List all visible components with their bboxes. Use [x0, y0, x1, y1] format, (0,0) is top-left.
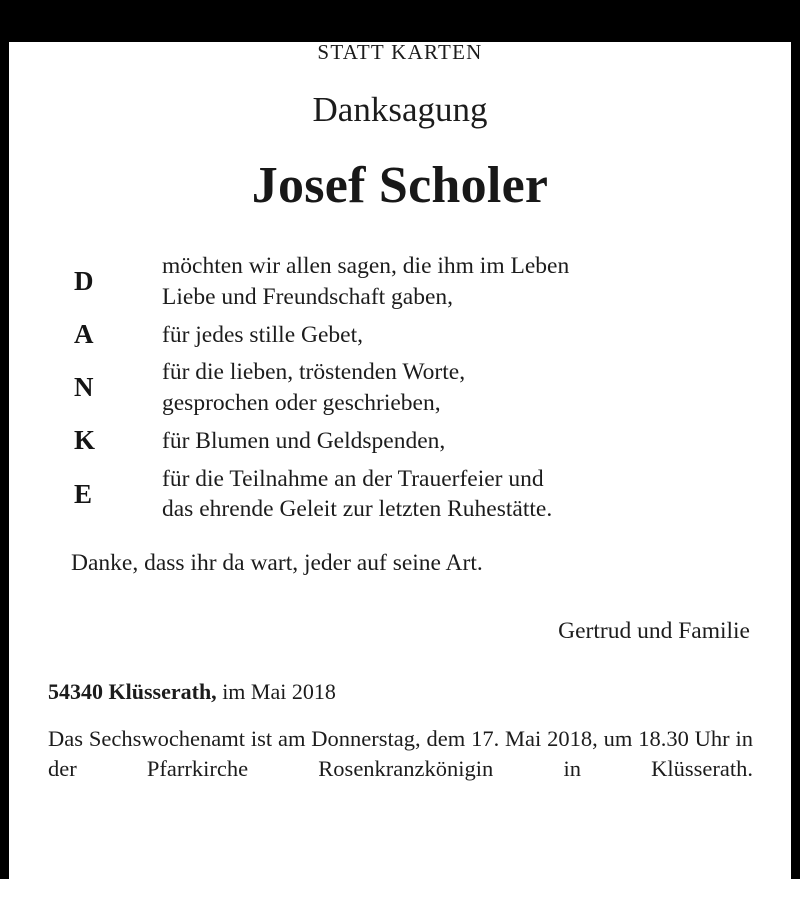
- place-and-date: [48, 678, 751, 707]
- acrostic-line: gesprochen oder geschrieben,: [162, 390, 441, 417]
- acrostic-danke-block: [74, 251, 751, 525]
- acrostic-row: [74, 251, 751, 313]
- acrostic-line: möchten wir allen sagen, die ihm im Leben: [162, 253, 570, 279]
- acrostic-text: [162, 464, 751, 526]
- place-name: 54340 Klüsserath,: [48, 679, 217, 705]
- acrostic-text: [162, 251, 751, 313]
- page-title: Danksagung: [312, 90, 488, 129]
- acrostic-line: für die lieben, tröstenden Worte,: [162, 359, 466, 386]
- acrostic-line: Liebe und Freundschaft gaben,: [162, 283, 454, 310]
- acrostic-row: [74, 357, 751, 419]
- acrostic-text: [162, 357, 751, 419]
- acrostic-line: für Blumen und Geldspenden,: [162, 427, 446, 454]
- signature-family: Gertrud und Familie: [558, 617, 750, 644]
- acrostic-line: für jedes stille Gebet,: [162, 321, 363, 348]
- acrostic-letter-n: N: [74, 372, 94, 403]
- service-note: Das Sechswochenamt ist am Donnerstag, dem 17. Mai 2018, um 18.30 Uhr in der Pfarrkirche Rosenkranzkönigin in Klüsserath.: [48, 725, 753, 781]
- acrostic-line: das ehrende Geleit zur letzten Ruhestätte.: [162, 496, 553, 523]
- acrostic-line: für die Teilnahme an der Trauerfeier und: [162, 465, 544, 492]
- acrostic-row: [74, 426, 751, 457]
- kicker-statt-karten: STATT KARTEN: [317, 40, 483, 64]
- acrostic-row: [74, 320, 751, 351]
- acrostic-letter-a: A: [74, 319, 94, 350]
- acrostic-letter-k: K: [74, 425, 96, 456]
- footer-block: [48, 678, 751, 813]
- acrostic-text: [162, 426, 751, 457]
- acrostic-letter-e: E: [74, 478, 93, 509]
- deceased-name: Josef Scholer: [251, 157, 549, 214]
- obituary-notice-body: [9, 42, 791, 897]
- closing-line: Danke, dass ihr da wart, jeder auf seine Art.: [71, 550, 483, 577]
- notice-date: im Mai 2018: [222, 679, 336, 705]
- acrostic-row: [74, 464, 751, 526]
- acrostic-letter-d: D: [74, 265, 94, 296]
- acrostic-text: [162, 320, 751, 351]
